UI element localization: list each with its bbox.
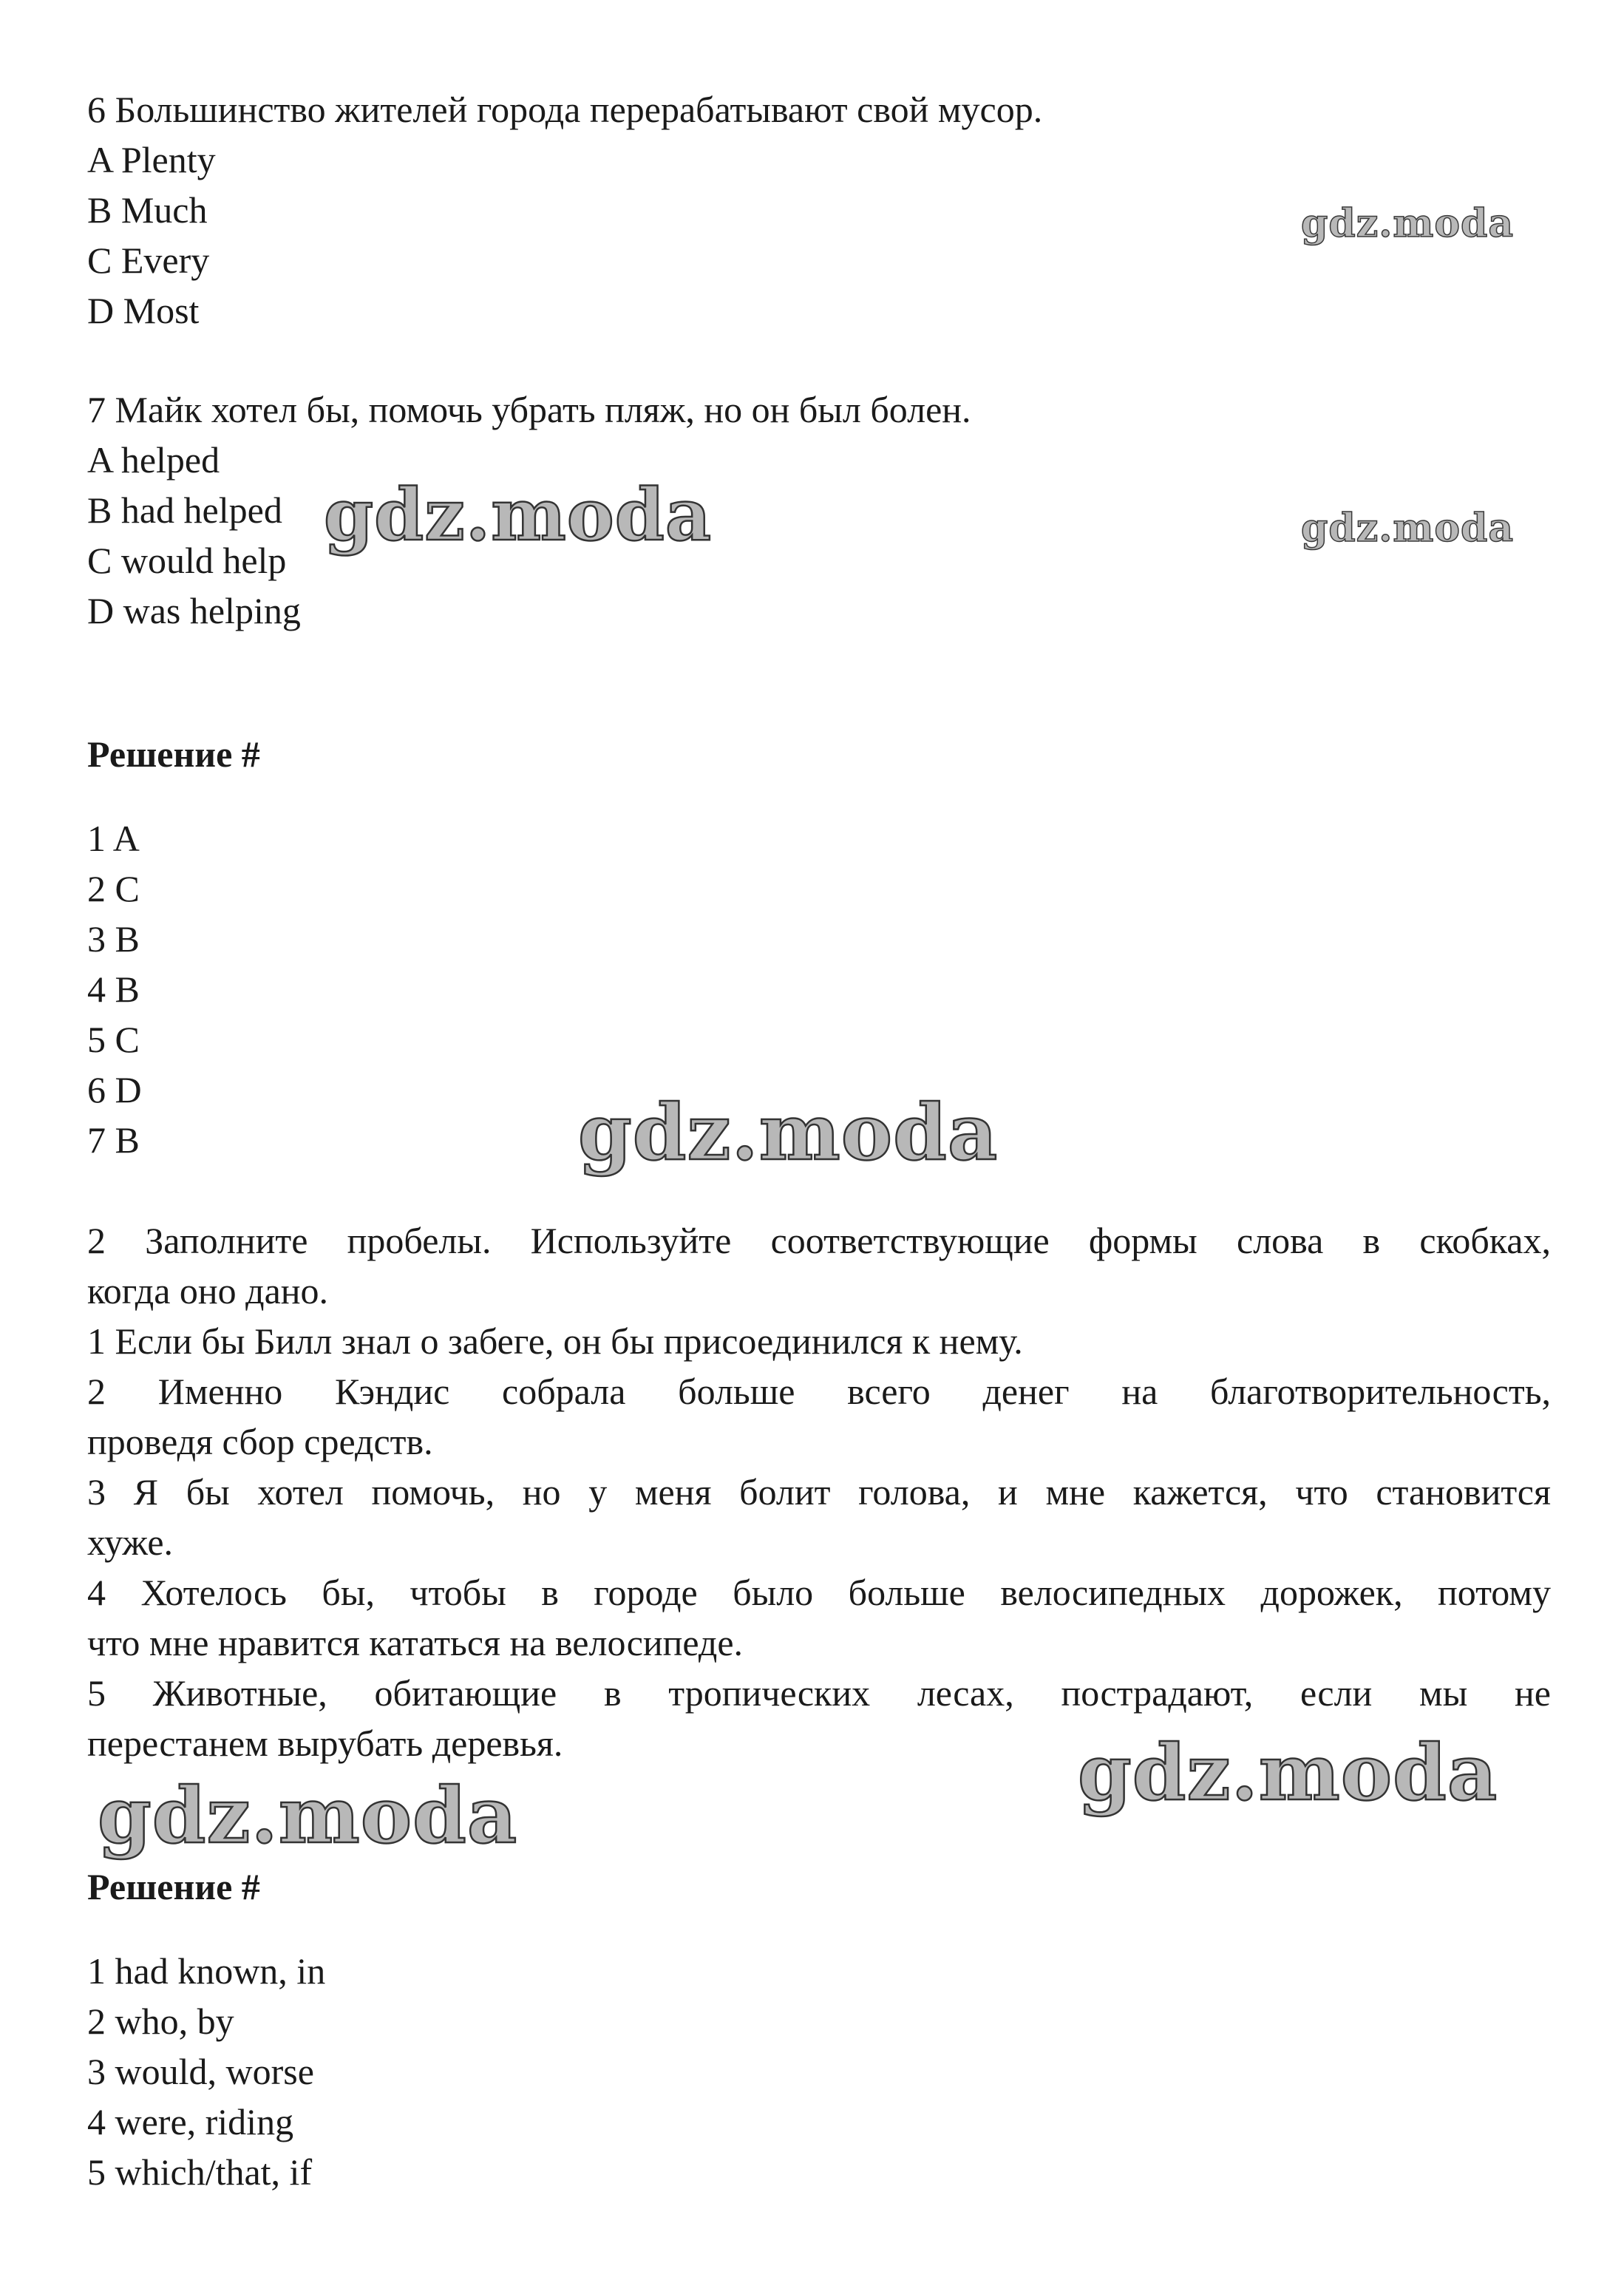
question-6-option-c: C Every bbox=[87, 240, 210, 281]
question-6-option-a: A Plenty bbox=[87, 139, 216, 180]
solution-1-answer-1: 1 A bbox=[87, 818, 140, 859]
exercise-2-sentence-3-line-1: 3 Я бы хотел помочь, но у меня болит голова, и мне кажется, что становится bbox=[87, 1471, 1551, 1513]
watermark-logo: gdz.moda bbox=[578, 1087, 999, 1178]
exercise-2-sentence-5-line-2: перестанем вырубать деревья. bbox=[87, 1723, 563, 1764]
solution-1-answer-2: 2 C bbox=[87, 868, 140, 909]
exercise-2-sentence-5-line-1: 5 Животные, обитающие в тропических лесах, пострадают, если мы не bbox=[87, 1672, 1551, 1714]
watermark-logo: gdz.moda bbox=[1301, 201, 1515, 246]
solution-2-heading: Решение # bbox=[87, 1866, 260, 1907]
watermark-logo: gdz.moda bbox=[324, 473, 713, 557]
watermark-logo: gdz.moda bbox=[1078, 1727, 1498, 1818]
exercise-2-sentence-2-line-2: проведя сбор средств. bbox=[87, 1421, 433, 1462]
exercise-2-instruction-line-2: когда оно дано. bbox=[87, 1270, 329, 1311]
question-6-prompt: 6 Большинство жителей города перерабатывают свой мусор. bbox=[87, 89, 1043, 130]
question-7-option-c: C would help bbox=[87, 540, 287, 581]
solution-2-answer-3: 3 would, worse bbox=[87, 2051, 314, 2092]
exercise-2-sentence-3-line-2: хуже. bbox=[87, 1521, 174, 1563]
question-6-option-d: D Most bbox=[87, 290, 200, 331]
solution-2-answer-5: 5 which/that, if bbox=[87, 2151, 313, 2193]
question-7-option-a: A helped bbox=[87, 439, 220, 481]
question-7-option-d: D was helping bbox=[87, 590, 301, 631]
solution-1-answer-5: 5 C bbox=[87, 1019, 140, 1060]
solution-2-answer-2: 2 who, by bbox=[87, 2001, 234, 2042]
solution-1-heading: Решение # bbox=[87, 733, 260, 775]
question-7-option-b: B had helped bbox=[87, 489, 282, 531]
solution-1-answer-4: 4 B bbox=[87, 968, 140, 1010]
exercise-2-instruction-line-1: 2 Заполните пробелы. Используйте соответствующие формы слова в скобках, bbox=[87, 1220, 1551, 1261]
exercise-2-sentence-4-line-2: что мне нравится кататься на велосипеде. bbox=[87, 1622, 744, 1663]
solution-1-answer-6: 6 D bbox=[87, 1069, 142, 1110]
exercise-2-sentence-4-line-1: 4 Хотелось бы, чтобы в городе было больше велосипедных дорожек, потому bbox=[87, 1572, 1551, 1613]
solution-2-answer-4: 4 were, riding bbox=[87, 2101, 294, 2142]
watermark-logo: gdz.moda bbox=[98, 1770, 518, 1861]
exercise-2-sentence-1: 1 Если бы Билл знал о забеге, он бы присоединился к нему. bbox=[87, 1320, 1023, 1362]
question-7-prompt: 7 Майк хотел бы, помочь убрать пляж, но он был болен. bbox=[87, 389, 971, 430]
solution-1-answer-7: 7 B bbox=[87, 1119, 140, 1161]
solution-2-answer-1: 1 had known, in bbox=[87, 1950, 326, 1992]
solution-1-answer-3: 3 B bbox=[87, 918, 140, 960]
question-6-option-b: B Much bbox=[87, 189, 208, 231]
exercise-2-sentence-2-line-1: 2 Именно Кэндис собрала больше всего денег на благотворительность, bbox=[87, 1371, 1551, 1412]
watermark-logo: gdz.moda bbox=[1301, 506, 1515, 551]
